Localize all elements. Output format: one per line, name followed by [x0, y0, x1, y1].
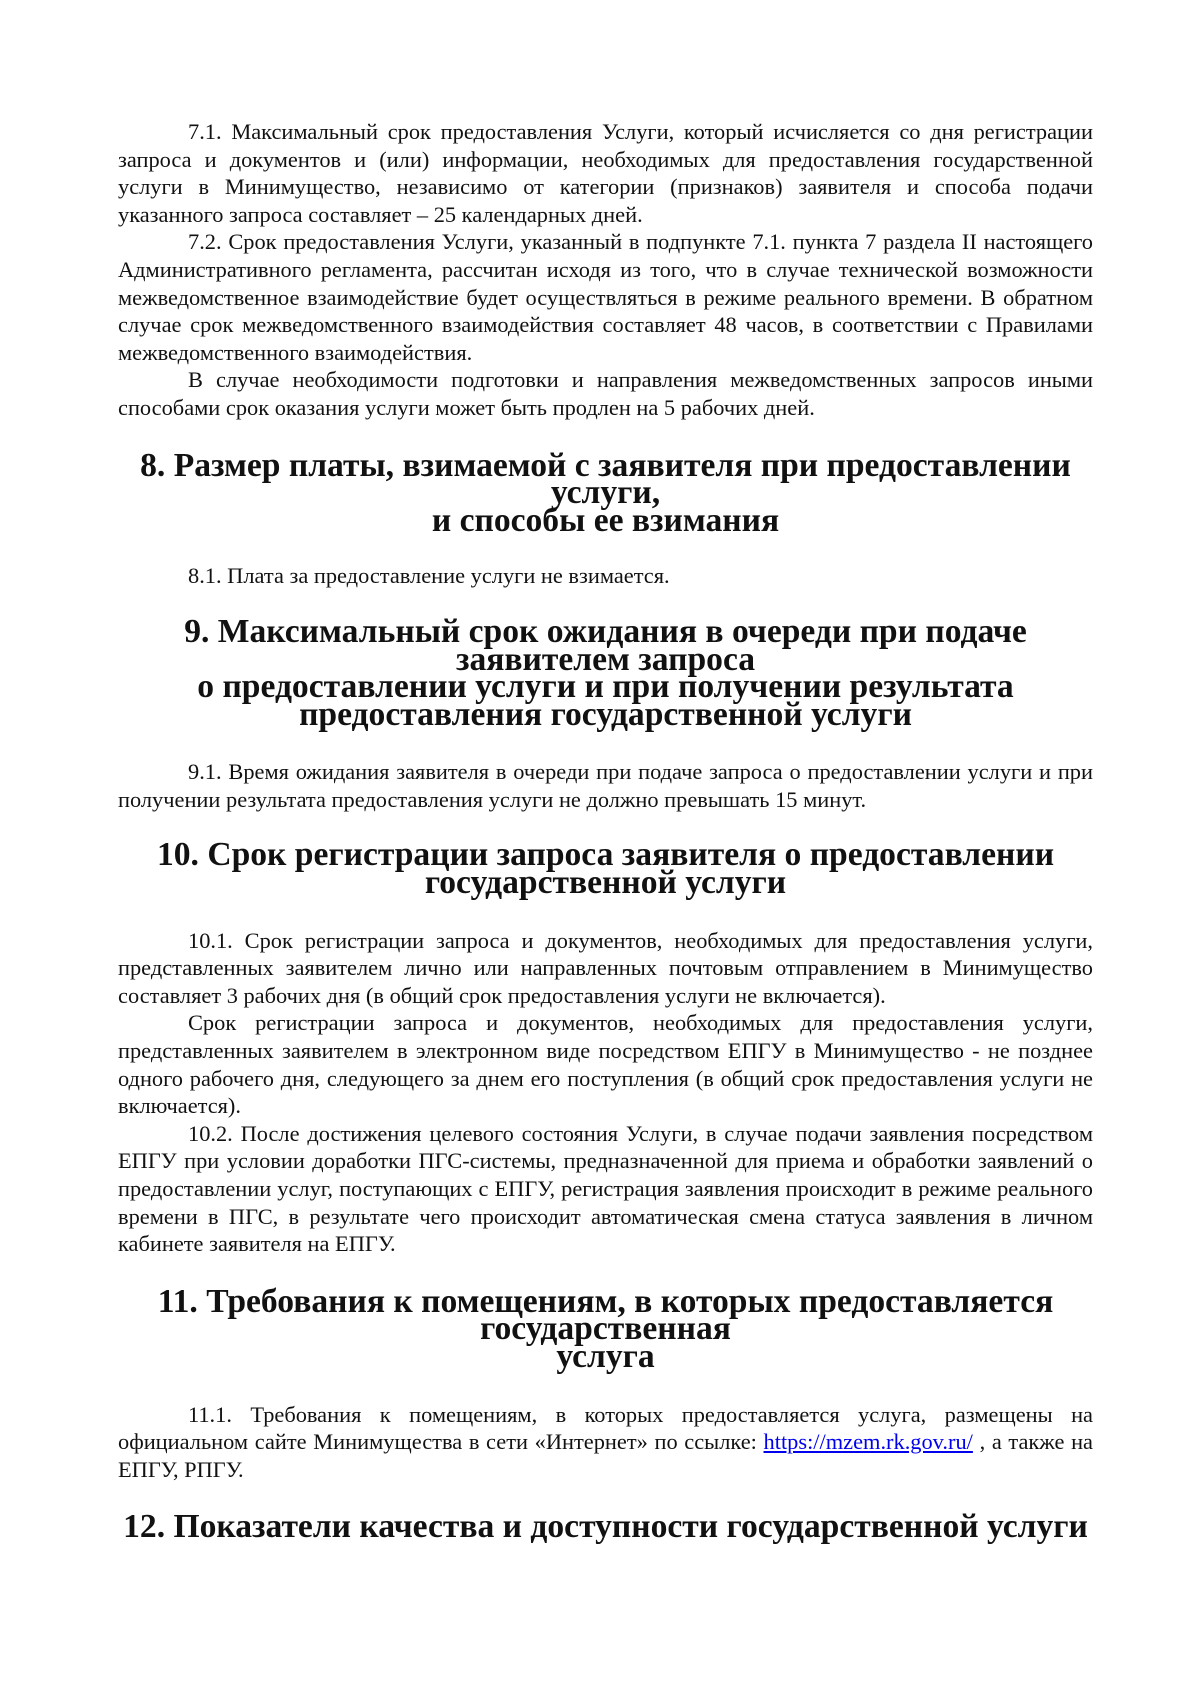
- heading-section-8: [118, 446, 1093, 539]
- heading-section-10: 10. Срок регистрации запроса заявителя о предоставлении государственной услуги: [156, 836, 1055, 902]
- heading-section-11: [118, 1282, 1093, 1375]
- heading-section-11-line-1: 11. Требования к помещениям, в которых предоставляется государственная: [157, 1282, 1054, 1348]
- heading-section-9: [118, 612, 1093, 733]
- paragraph-10-2: 10.2. После достижения целевого состояния Услуги, в случае подачи заявления посредством ЕПГУ при условии доработки ПГС-системы, предназначенной для приема и обработки заявлений о предоставлении услуг, поступающих с ЕПГУ, регистрация заявления происходит в режиме реального времени в ПГС, в результате чего происходит автоматическая смена статуса заявления в личном кабинете заявителя на ЕПГУ.: [118, 1120, 1093, 1257]
- paragraph-11-1: [118, 1401, 1093, 1484]
- heading-section-9-line-3: предоставления государственной услуги: [299, 695, 912, 733]
- paragraph-11-1-text-after: , а также на ЕПГУ, РПГУ.: [118, 1429, 1093, 1482]
- paragraph-10-1-electronic: Срок регистрации запроса и документов, необходимых для предоставления услуги, представленных заявителем в электронном виде посредством ЕПГУ в Минимущество - не позднее одного рабочего дня, следующего за днем его поступления (в общий срок предоставления услуги не включается).: [118, 1010, 1093, 1119]
- heading-section-9-line-1: 9. Максимальный срок ожидания в очереди при подаче заявителем запроса: [184, 612, 1027, 678]
- document-page: [118, 118, 1093, 1546]
- heading-section-8-line-1: 8. Размер платы, взимаемой с заявителя при предоставлении услуги,: [140, 446, 1071, 512]
- paragraph-8-1: 8.1. Плата за предоставление услуги не взимается.: [188, 563, 670, 589]
- heading-section-8-line-2: и способы ее взимания: [431, 501, 780, 539]
- heading-section-12: 12. Показатели качества и доступности государственной услуги: [123, 1508, 1088, 1546]
- paragraph-11-1-text-before: 11.1. Требования к помещениям, в которых предоставляется услуга, размещены на официальном сайте Минимущества в сети «Интернет» по ссылке:: [118, 1401, 1093, 1455]
- paragraph-7-1: 7.1. Максимальный срок предоставления Услуги, который исчисляется со дня регистрации запроса и документов и (или) информации, необходимых для предоставления государственной услуги в Минимущество, независимо от категории (признаков) заявителя и способа подачи указанного запроса составляет – 25 календарных дней.: [118, 119, 1093, 227]
- paragraph-7-2: 7.2. Срок предоставления Услуги, указанный в подпункте 7.1. пункта 7 раздела II настоящего Административного регламента, рассчитан исходя из того, что в случае технической возможности межведомственное взаимодействие будет осуществляться в режиме реального времени. В обратном случае срок межведомственного взаимодействия составляет 48 часов, в соответствии с Правилами межведомственного взаимодействия.: [118, 229, 1093, 365]
- ministry-website-link[interactable]: https://mzem.rk.gov.ru/: [763, 1429, 973, 1455]
- paragraph-10-1: 10.1. Срок регистрации запроса и документов, необходимых для предоставления услуги, представленных заявителем лично или направленных почтовым отправлением в Минимущество составляет 3 рабочих дня (в общий срок предоставления услуги не включается).: [118, 927, 1093, 1008]
- heading-section-11-line-2: услуга: [556, 1337, 655, 1375]
- heading-section-9-line-2: о предоставлении услуги и при получении результата: [197, 668, 1014, 706]
- paragraph-7-3: В случае необходимости подготовки и направления межведомственных запросов иными способами срок оказания услуги может быть продлен на 5 рабочих дней.: [118, 367, 1093, 420]
- paragraph-9-1: 9.1. Время ожидания заявителя в очереди при подаче запроса о предоставлении услуги и при получении результата предоставления услуги не должно превышать 15 минут.: [118, 759, 1093, 812]
